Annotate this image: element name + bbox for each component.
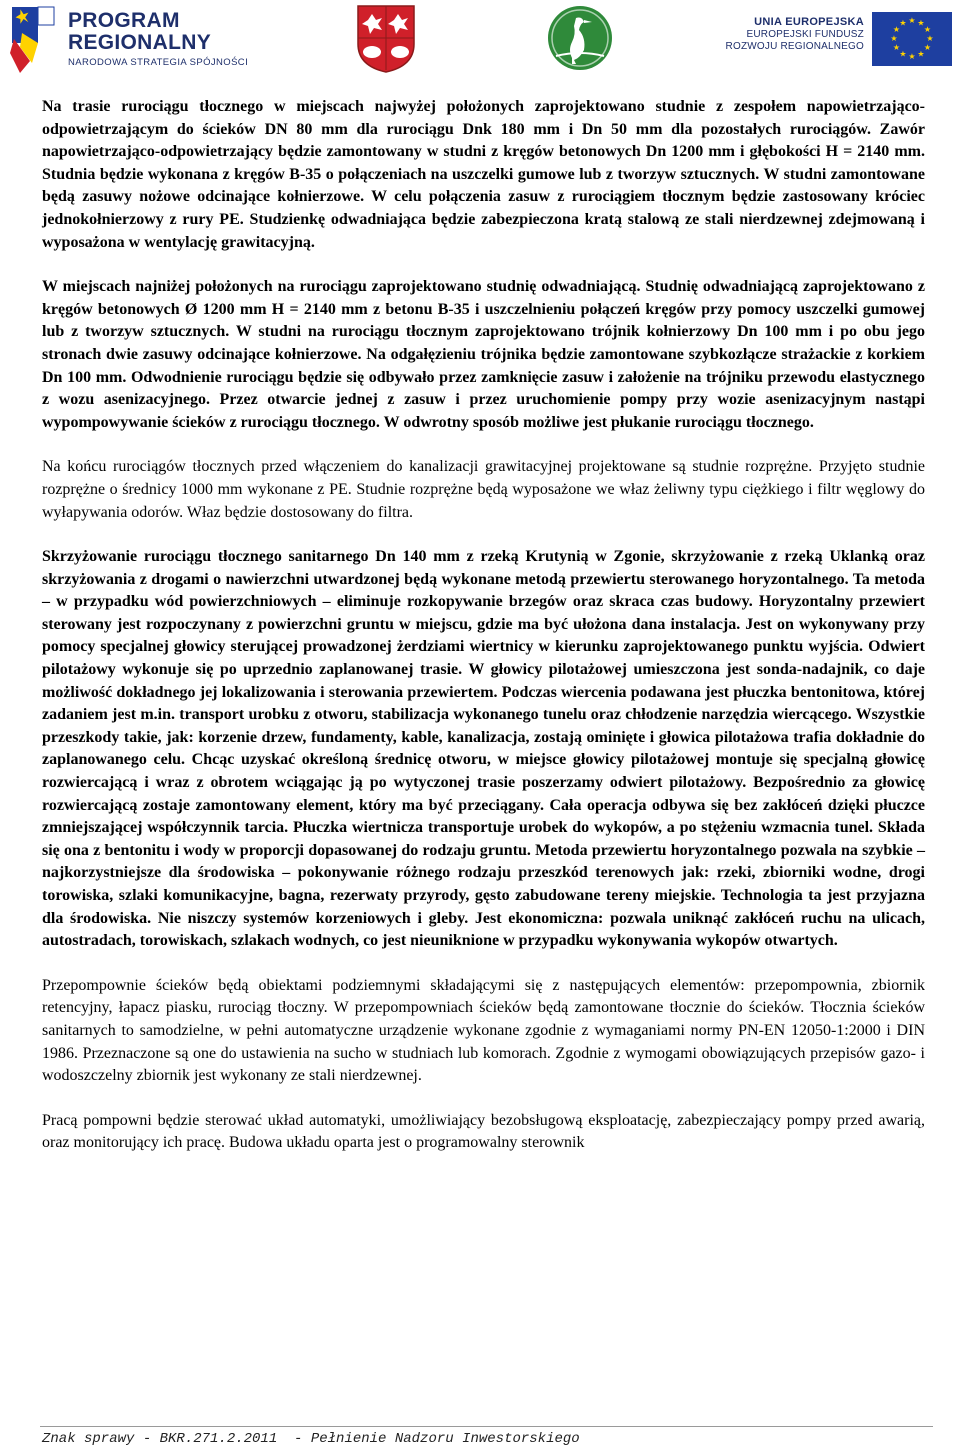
svg-text:★: ★ xyxy=(892,43,901,52)
svg-text:★: ★ xyxy=(923,43,932,52)
svg-text:★: ★ xyxy=(908,52,916,61)
paragraph-drainage-well: W miejscach najniżej położonych na rurociągu zaprojektowano studnię odwadniającą. Studnię odwadniającą zaprojektowano z kręgów betonowych Ø 1200 mm H = 2140 mm z betonu B-35 i uszczelnieniu połączeń kręgów przy pomocy uszczelki gumowej lub z tworzyw sztucznych. W studni na rurociągu tłocznym zaprojektowano trójnik kołnierzowy Dn 100 mm i po obu jego stronach dwie zasuwy odcinające kołnierzowe. Na odgałęzieniu trójnika będzie zamontowane szybkozłącze strażackie z korkiem Dn 100 mm. Odwodnienie rurociągu będzie się odbywało przez zamknięcie zasuw i założenie na trójniku przewodu elastycznego z wozu asenizacyjnego. Przez otwarcie jednej z zasuw i przez uruchomienie pompy przy wozie asenizacyjnym nastąpi wypompowywanie ścieków z rurociągu tłocznego. W odwrotny sposób możliwe jest płukanie rurociągu tłocznego. xyxy=(42,278,925,431)
svg-text:★: ★ xyxy=(923,25,932,34)
paragraph-air-valves: Na trasie rurociągu tłocznego w miejscach najwyżej położonych zaprojektowano studnie z zespołem napowietrzająco-odpowietrzającym do ścieków DN 80 mm dla rurociągu Dnk 180 mm i Dn 50 mm dla pozostałych rurociągów. Zawór napowietrzająco-odpowietrzający będzie zamontowany w studni z kręgów betonowych Dn 1200 mm i głębokości H = 2140 mm. Studnia będzie wykonana z kręgów B-35 o połączeniach na uszczelki gumowe lub z tworzyw sztucznych. W studni zamontowane będą zasuwy nożowe odcinające kołnierzowe. W celu połączenia zasuw z rurociągiem tłocznym będzie zastosowany króciec jednokołnierzowy z rury PE. Studzienkę odwadniająca będzie zabezpieczona kratą stalową ze stali nierdzewnej zdejmowaną i wyposażona w wentylację grawitacyjną. xyxy=(42,98,925,251)
eu-flag-icon xyxy=(872,12,952,66)
paragraph-automation: Pracą pompowni będzie sterować układ automatyki, umożliwiający bezobsługową eksploatację, zabezpieczający pompy przed awarią, oraz monitorujący ich pracę. Budowa układu oparta jest o programowalny sterownik xyxy=(42,1111,925,1152)
paragraph-expansion-wells: Na końcu rurociągów tłocznych przed włączeniem do kanalizacji grawitacyjnej projektowane są studnie rozprężne. Przyjęto studnie rozprężne o średnicy 1000 mm wykonane z PE. Studnie rozprężne będą wyposażone we właz żeliwny typu ciężkiego i filtr węglowy do wyłapywania odorów. Właz będzie dostosowany do filtra. xyxy=(42,458,925,521)
footer-divider xyxy=(40,1426,933,1427)
svg-text:★: ★ xyxy=(926,34,934,43)
program-regionalny-logo-icon xyxy=(8,3,58,75)
paragraph-horizontal-drilling: Skrzyżowanie rurociągu tłocznego sanitarnego Dn 140 mm z rzeką Krutynią w Zgonie, skrzyżowanie z rzeką Uklanką oraz skrzyżowania z drogami o nawierzchni utwardzonej będą wykonane metodą przewiertu sterowanego horyzontalnego. Ta metoda – w przypadku wód powierzchniowych – eliminuje rozkopywanie brzegów oraz skraca czas budowy. Horyzontalny przewiert sterowany jest rozpoczynany z powierzchni gruntu w miejscu, gdzie ma być ułożona dana instalacja. Jest on wykonywany przy pomocy specjalnej głowicy sterującej prowadzonej żerdziami wiertnicy w kierunku zaprojektowanego punktu wyjścia. Odwiert pilotażowy wykonuje się po uprzednio zaplanowanej trasie. W głowicy pilotażowej umieszczona jest sonda-nadajnik, co daje możliwość dokładnego jej lokalizowania i sterowania przewiertem. Podczas wiercenia podawana jest płuczka bentonitowa, której zadaniem jest m.in. transport urobku z otworu, stabilizacja wykonanego tunelu oraz chłodzenie narzędzia wiercącego. Wszystkie przeszkody takie, jak: korzenie drzew, fundamenty, kable, kanalizacja, zostają ominięte i głowica pilotażowa trafia dokładnie do zaplanowanego celu. Chcąc uzyskać określoną średnicę otworu, w miejsce głowicy pilotażowej montuje się specjalną głowicę rozwiercającą i wraz z obrotem wciągając ją po wytyczonej trasie poszerzamy odwiert pilotażowy. Bezpośrednio za głowicę rozwiercającą zostaje zamontowany element, który ma być przeciągany. Cała operacja odbywa się bez zakłóceń dzięki płuczce zmniejszającej współczynnik tarcia. Płuczka wiertnicza transportuje urobek do wykopów, a po stężeniu wzmacnia tunel. Składa się ona z bentonitu i wody w proporcji dopasowanej do rodzaju gruntu. Metoda przewiertu horyzontalnego pozwala na szybkie – najkorzystniejsze dla środowiska – pokonywanie różnego rodzaju przeszkód terenowych jak: rzeki, zbiorniki wodne, drogi torowiska, szlaki komunikacyjne, bagna, rezerwaty przyrody, gęsto zabudowane tereny miejskie. Technologia ta jest przyjazna dla środowiska. Nie niszczy systemów korzeniowych i gleby. Jest ekonomiczna: pozwala uniknąć zakłóceń ruchu na ulicach, autostradach, torowiskach, szlakach wodnych, co jest nieuniknione w przypadku wykonywania wykopów otwartych. xyxy=(42,548,925,950)
paragraph-pumping-stations: Przepompownie ścieków będą obiektami podziemnymi składającymi się z następujących elementów: przepompownia, zbiornik retencyjny, łapacz piasku, rurociąg tłoczny. W przepompowniach ścieków będą zamontowane tłocznie do ścieków. Tłocznia ścieków sanitarnych to samodzielne, w pełni automatyczne urządzenie wykonane zgodnie z wymaganiami normy PN-EN 12050-1:2000 i DIN 1986. Przeznaczone są one do ustawienia na sucho w studniach lub komorach. Zgodnie z wymogami obowiązujących przepisów gazo- i wodoszczelny zbiornik jest wykonany ze stali nierdzewnej. xyxy=(42,976,925,1085)
svg-text:★: ★ xyxy=(892,25,901,34)
program-regionalny-logo xyxy=(8,2,293,76)
svg-text:★: ★ xyxy=(890,34,898,43)
svg-text:★: ★ xyxy=(899,18,907,28)
program-subtitle: NARODOWA STRATEGIA SPÓJNOŚCI xyxy=(68,57,249,68)
svg-text:★: ★ xyxy=(908,16,916,25)
document-body xyxy=(42,96,925,1155)
svg-text:★: ★ xyxy=(917,18,925,28)
program-title: PROGRAM REGIONALNY xyxy=(68,9,212,54)
svg-text:★: ★ xyxy=(899,49,907,59)
footer-case-reference: Znak sprawy - BKR.271.2.2011 - Pełnienie Nadzoru Inwestorskiego xyxy=(42,1431,580,1447)
eu-line-1: UNIA EUROPEJSKA xyxy=(754,16,864,28)
svg-text:★: ★ xyxy=(917,49,925,59)
eu-fund-logo xyxy=(724,12,954,68)
heron-logo-icon xyxy=(546,4,614,72)
page-header xyxy=(0,0,960,80)
coat-of-arms-icon xyxy=(356,4,416,74)
eu-line-3: ROZWOJU REGIONALNEGO xyxy=(725,41,864,52)
eu-line-2: EUROPEJSKI FUNDUSZ xyxy=(746,29,864,40)
